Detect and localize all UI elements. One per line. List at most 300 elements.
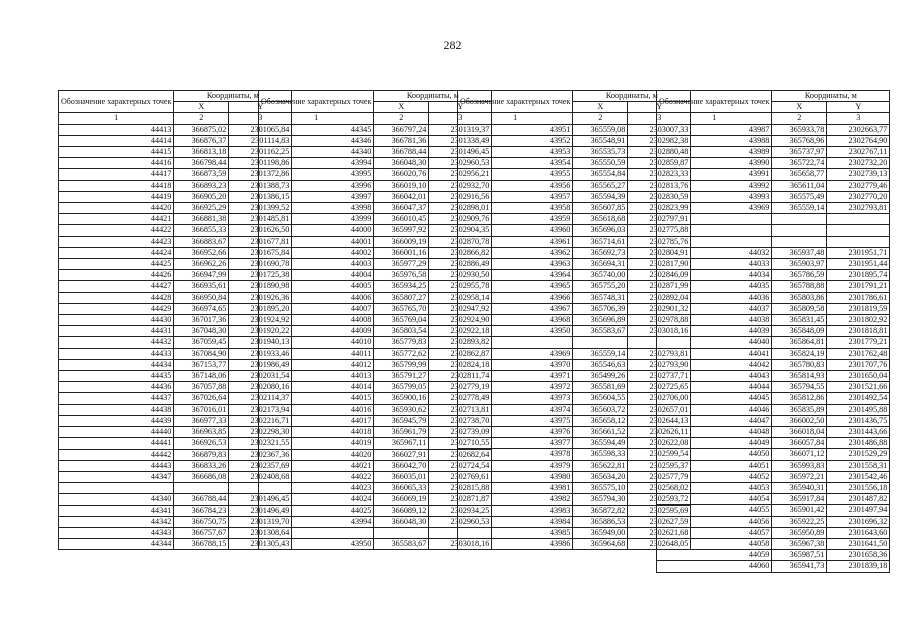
y-coordinate-cell: 2302770,20 [827, 191, 890, 202]
point-id-cell: 44442 [59, 449, 174, 460]
y-coordinate-cell: 2302898,01 [429, 203, 492, 214]
page-number: 282 [443, 38, 462, 52]
y-coordinate-cell: 2301725,38 [229, 270, 292, 281]
x-coordinate-cell: 365814,93 [772, 371, 827, 382]
y-coordinate-cell: 2301895,74 [827, 270, 890, 281]
table-row [59, 191, 292, 202]
point-id-cell: 43966 [458, 292, 573, 303]
point-id-cell: 43962 [458, 247, 573, 258]
point-id-cell: 44059 [657, 550, 772, 561]
y-coordinate-cell: 2301890,98 [229, 281, 292, 292]
point-id-cell: 44341 [59, 505, 174, 516]
point-id-cell: 43999 [259, 214, 374, 225]
x-coordinate-cell: 365692,73 [573, 247, 628, 258]
point-id-cell: 43980 [458, 471, 573, 482]
point-id-cell: 44009 [259, 326, 374, 337]
point-id-cell: 44415 [59, 147, 174, 158]
header-num-1: 1 [458, 113, 573, 124]
x-coordinate-cell: 365611,04 [772, 180, 827, 191]
point-id-cell: 43990 [657, 158, 772, 169]
y-coordinate-cell: 2302930,50 [429, 270, 492, 281]
point-id-cell: 43986 [458, 539, 573, 550]
y-coordinate-cell: 2302724,54 [429, 460, 492, 471]
point-id-cell: 44042 [657, 359, 772, 370]
y-coordinate-cell: 2301895,20 [229, 303, 292, 314]
table-row [657, 259, 890, 270]
y-coordinate-cell: 2302886,49 [429, 259, 492, 270]
y-coordinate-cell: 2301626,50 [229, 225, 292, 236]
point-id-cell: 44038 [657, 315, 772, 326]
point-id-cell: 44001 [259, 236, 374, 247]
y-coordinate-cell: 2302823,33 [628, 169, 691, 180]
x-coordinate-cell: 365900,16 [374, 393, 429, 404]
y-coordinate-cell: 2301933,46 [229, 348, 292, 359]
point-id-cell: 43968 [458, 315, 573, 326]
table-row [657, 527, 890, 538]
x-coordinate-cell: 366784,23 [174, 505, 229, 516]
y-coordinate-cell: 2302785,76 [628, 236, 691, 247]
x-coordinate-cell: 366876,37 [174, 135, 229, 146]
point-id-cell: 43998 [259, 203, 374, 214]
x-coordinate-cell: 365748,31 [573, 292, 628, 303]
point-id-cell: 44015 [259, 393, 374, 404]
y-coordinate-cell: 2302958,14 [429, 292, 492, 303]
table-row [59, 337, 292, 348]
y-coordinate-cell: 2302932,70 [429, 180, 492, 191]
y-coordinate-cell: 2301399,52 [229, 203, 292, 214]
x-coordinate-cell: 365917,84 [772, 494, 827, 505]
y-coordinate-cell: 2303007,33 [628, 124, 691, 135]
header-y: Y [229, 102, 292, 113]
y-coordinate-cell: 2302922,18 [429, 326, 492, 337]
x-coordinate-cell: 366069,19 [374, 494, 429, 505]
point-id-cell: 43957 [458, 191, 573, 202]
table-row [59, 539, 292, 550]
y-coordinate-cell: 2302804,91 [628, 247, 691, 258]
x-coordinate-cell: 365535,73 [573, 147, 628, 158]
header-num-2: 2 [374, 113, 429, 124]
y-coordinate-cell: 2302956,21 [429, 169, 492, 180]
point-id-cell: 44413 [59, 124, 174, 135]
y-coordinate-cell: 2302793,81 [827, 203, 890, 214]
y-coordinate-cell: 2301675,84 [229, 247, 292, 258]
x-coordinate-cell: 365977,29 [374, 259, 429, 270]
x-coordinate-cell: 366855,33 [174, 225, 229, 236]
x-coordinate-cell: 366788,44 [374, 147, 429, 158]
x-coordinate-cell: 365967,11 [374, 438, 429, 449]
table-row [59, 292, 292, 303]
table-row [657, 270, 890, 281]
table-row [657, 169, 890, 180]
y-coordinate-cell: 2302916,56 [429, 191, 492, 202]
point-id-cell: 44040 [657, 337, 772, 348]
header-y: Y [429, 102, 492, 113]
x-coordinate-cell: 365872,82 [573, 505, 628, 516]
y-coordinate-cell: 2301920,22 [229, 326, 292, 337]
y-coordinate-cell: 2301924,92 [229, 315, 292, 326]
x-coordinate-cell: 366926,53 [174, 438, 229, 449]
x-coordinate-cell: 365864,81 [772, 337, 827, 348]
point-id-cell: 44003 [259, 259, 374, 270]
x-coordinate-cell: 365740,00 [573, 270, 628, 281]
x-coordinate-cell: 365594,49 [573, 438, 628, 449]
x-coordinate-cell: 366027,91 [374, 449, 429, 460]
y-coordinate-cell: 2302321,55 [229, 438, 292, 449]
header-num-3: 3 [628, 113, 691, 124]
table-row [657, 225, 890, 236]
y-coordinate-cell [827, 236, 890, 247]
x-coordinate-cell: 365559,14 [772, 203, 827, 214]
point-id-cell: 43989 [657, 147, 772, 158]
table-row [657, 359, 890, 370]
y-coordinate-cell: 2302769,61 [429, 471, 492, 482]
table-row [59, 438, 292, 449]
point-id-cell: 44429 [59, 303, 174, 314]
y-coordinate-cell: 2302595,69 [628, 505, 691, 516]
point-id-cell: 44443 [59, 460, 174, 471]
y-coordinate-cell: 2303018,16 [429, 539, 492, 550]
table-row [59, 415, 292, 426]
x-coordinate-cell: 365824,19 [772, 348, 827, 359]
x-coordinate-cell: 366071,12 [772, 449, 827, 460]
table-row [657, 236, 890, 247]
x-coordinate-cell: 365622,81 [573, 460, 628, 471]
table-row [657, 382, 890, 393]
y-coordinate-cell: 2301162,25 [229, 147, 292, 158]
x-coordinate-cell: 366002,50 [772, 415, 827, 426]
point-id-cell: 44419 [59, 191, 174, 202]
y-coordinate-cell: 2302739,13 [827, 169, 890, 180]
x-coordinate-cell [772, 236, 827, 247]
point-id-cell [657, 214, 772, 225]
x-coordinate-cell: 366963,85 [174, 427, 229, 438]
y-coordinate-cell: 2302955,78 [429, 281, 492, 292]
point-id-cell: 44017 [259, 415, 374, 426]
y-coordinate-cell [827, 225, 890, 236]
y-coordinate-cell: 2302357,69 [229, 460, 292, 471]
table-row [59, 315, 292, 326]
point-id-cell: 44439 [59, 415, 174, 426]
y-coordinate-cell: 2301485,81 [229, 214, 292, 225]
point-id-cell: 43988 [657, 135, 772, 146]
y-coordinate-cell: 2301762,48 [827, 348, 890, 359]
y-coordinate-cell: 2302880,48 [628, 147, 691, 158]
x-coordinate-cell: 366883,67 [174, 236, 229, 247]
table-row [59, 460, 292, 471]
y-coordinate-cell: 2301319,37 [429, 124, 492, 135]
point-id-cell [458, 337, 573, 348]
y-coordinate-cell: 2302871,99 [628, 281, 691, 292]
x-coordinate-cell: 365967,38 [772, 539, 827, 550]
y-coordinate-cell [827, 214, 890, 225]
point-id-cell: 43955 [458, 169, 573, 180]
table-row [657, 483, 890, 494]
x-coordinate-cell: 365940,31 [772, 483, 827, 494]
header-x: X [772, 102, 827, 113]
point-id-cell: 44044 [657, 382, 772, 393]
point-id-cell: 44014 [259, 382, 374, 393]
x-coordinate-cell: 365607,85 [573, 203, 628, 214]
header-num-3: 3 [827, 113, 890, 124]
x-coordinate-cell [573, 337, 628, 348]
point-id-cell: 44434 [59, 359, 174, 370]
point-id-cell: 44060 [657, 561, 772, 572]
table-row [657, 124, 890, 135]
x-coordinate-cell: 365993,83 [772, 460, 827, 471]
table-row [59, 404, 292, 415]
point-id-cell: 43959 [458, 214, 573, 225]
x-coordinate-cell: 365886,53 [573, 516, 628, 527]
x-coordinate-cell: 365634,20 [573, 471, 628, 482]
coordinates-table-4 [656, 90, 890, 573]
y-coordinate-cell: 2302871,87 [429, 494, 492, 505]
point-id-cell: 44432 [59, 337, 174, 348]
x-coordinate-cell: 366057,84 [772, 438, 827, 449]
y-coordinate-cell: 2302408,68 [229, 471, 292, 482]
point-id-cell: 44012 [259, 359, 374, 370]
x-coordinate-cell: 367017,36 [174, 315, 229, 326]
table-row [59, 259, 292, 270]
header-coordinates: Координаты, м [573, 91, 691, 102]
y-coordinate-cell: 2302811,74 [429, 371, 492, 382]
table-row [59, 393, 292, 404]
y-coordinate-cell: 2301819,59 [827, 303, 890, 314]
table-row [657, 315, 890, 326]
point-id-cell: 44010 [259, 337, 374, 348]
point-id-cell: 44020 [259, 449, 374, 460]
x-coordinate-cell: 366757,67 [174, 527, 229, 538]
point-id-cell: 44422 [59, 225, 174, 236]
x-coordinate-cell: 365799,99 [374, 359, 429, 370]
x-coordinate-cell: 365546,63 [573, 359, 628, 370]
x-coordinate-cell: 366042,01 [374, 191, 429, 202]
point-id-cell: 44433 [59, 348, 174, 359]
x-coordinate-cell: 366788,44 [174, 494, 229, 505]
y-coordinate-cell: 2301802,92 [827, 315, 890, 326]
y-coordinate-cell: 2301486,88 [827, 438, 890, 449]
header-num-2: 2 [174, 113, 229, 124]
x-coordinate-cell: 366035,01 [374, 471, 429, 482]
table-row [657, 438, 890, 449]
table-row [59, 147, 292, 158]
point-id-cell: 43958 [458, 203, 573, 214]
point-id-cell: 44035 [657, 281, 772, 292]
x-coordinate-cell: 366935,61 [174, 281, 229, 292]
x-coordinate-cell: 367026,64 [174, 393, 229, 404]
y-coordinate-cell: 2302870,78 [429, 236, 492, 247]
x-coordinate-cell: 366798,44 [174, 158, 229, 169]
x-coordinate-cell: 365941,73 [772, 561, 827, 572]
point-id-cell: 44023 [259, 483, 374, 494]
x-coordinate-cell: 365594,39 [573, 191, 628, 202]
point-id-cell: 44032 [657, 247, 772, 258]
table-row [657, 158, 890, 169]
x-coordinate-cell [374, 527, 429, 538]
y-coordinate-cell: 2302779,19 [429, 382, 492, 393]
x-coordinate-cell: 365803,86 [772, 292, 827, 303]
y-coordinate-cell: 2301951,71 [827, 247, 890, 258]
x-coordinate-cell: 365658,12 [573, 415, 628, 426]
x-coordinate-cell: 365950,89 [772, 527, 827, 538]
table-row [59, 303, 292, 314]
x-coordinate-cell: 366009,19 [374, 236, 429, 247]
x-coordinate-cell: 365737,97 [772, 147, 827, 158]
point-id-cell: 44058 [657, 539, 772, 550]
x-coordinate-cell: 365706,39 [573, 303, 628, 314]
point-id-cell: 43971 [458, 371, 573, 382]
x-coordinate-cell: 366813,18 [174, 147, 229, 158]
point-id-cell: 44053 [657, 483, 772, 494]
point-id-cell: 44055 [657, 505, 772, 516]
x-coordinate-cell: 365848,09 [772, 326, 827, 337]
x-coordinate-cell: 365794,30 [573, 494, 628, 505]
point-id-cell: 43975 [458, 415, 573, 426]
y-coordinate-cell: 2302031,54 [229, 371, 292, 382]
y-coordinate-cell: 2302778,49 [429, 393, 492, 404]
x-coordinate-cell: 365976,58 [374, 270, 429, 281]
table-row [657, 303, 890, 314]
table-row [59, 348, 292, 359]
y-coordinate-cell: 2301496,45 [429, 147, 492, 158]
point-id-cell: 43956 [458, 180, 573, 191]
point-id-cell: 44424 [59, 247, 174, 258]
y-coordinate-cell: 2302622,08 [628, 438, 691, 449]
y-coordinate-cell: 2302793,81 [628, 348, 691, 359]
x-coordinate-cell: 365831,45 [772, 315, 827, 326]
table-row [59, 247, 292, 258]
y-coordinate-cell: 2301496,49 [229, 505, 292, 516]
table-row [657, 550, 890, 561]
point-id-cell: 43987 [657, 124, 772, 135]
y-coordinate-cell: 2301542,46 [827, 471, 890, 482]
point-id-cell: 44047 [657, 415, 772, 426]
point-id-cell: 43970 [458, 359, 573, 370]
table-row [59, 427, 292, 438]
y-coordinate-cell: 2302892,04 [628, 292, 691, 303]
x-coordinate-cell: 365786,59 [772, 270, 827, 281]
table-row [657, 281, 890, 292]
x-coordinate-cell: 367084,90 [174, 348, 229, 359]
table-row [59, 371, 292, 382]
point-id-cell: 43961 [458, 236, 573, 247]
x-coordinate-cell: 366750,75 [174, 516, 229, 527]
y-coordinate-cell: 2301529,29 [827, 449, 890, 460]
point-id-cell: 43976 [458, 427, 573, 438]
point-id-cell: 43981 [458, 483, 573, 494]
y-coordinate-cell: 2301556,18 [827, 483, 890, 494]
table-row [59, 382, 292, 393]
header-num-3: 3 [429, 113, 492, 124]
y-coordinate-cell: 2302627,59 [628, 516, 691, 527]
x-coordinate-cell: 366977,33 [174, 415, 229, 426]
table-row [657, 561, 890, 572]
point-id-cell: 44048 [657, 427, 772, 438]
x-coordinate-cell: 366010,45 [374, 214, 429, 225]
x-coordinate-cell: 365972,21 [772, 471, 827, 482]
x-coordinate-cell: 366905,20 [174, 191, 229, 202]
x-coordinate-cell: 365791,27 [374, 371, 429, 382]
x-coordinate-cell: 365559,08 [573, 124, 628, 135]
y-coordinate-cell: 2302593,72 [628, 494, 691, 505]
x-coordinate-cell: 366048,30 [374, 516, 429, 527]
y-coordinate-cell: 2301308,64 [229, 527, 292, 538]
point-id-cell: 44018 [259, 427, 374, 438]
point-id-cell: 44057 [657, 527, 772, 538]
x-coordinate-cell: 366875,02 [174, 124, 229, 135]
x-coordinate-cell: 365987,51 [772, 550, 827, 561]
header-coordinates: Координаты, м [772, 91, 890, 102]
point-id-cell: 43973 [458, 393, 573, 404]
table-row [657, 348, 890, 359]
table-row [59, 124, 292, 135]
header-num-1: 1 [657, 113, 772, 124]
y-coordinate-cell: 2302823,99 [628, 203, 691, 214]
y-coordinate-cell: 2302114,37 [229, 393, 292, 404]
point-id-cell: 43960 [458, 225, 573, 236]
x-coordinate-cell: 365499,26 [573, 371, 628, 382]
y-coordinate-cell: 2302830,59 [628, 191, 691, 202]
y-coordinate-cell: 2302901,32 [628, 303, 691, 314]
y-coordinate-cell: 2301198,86 [229, 158, 292, 169]
x-coordinate-cell: 365903,97 [772, 259, 827, 270]
y-coordinate-cell: 2302568,02 [628, 483, 691, 494]
y-coordinate-cell: 2302960,53 [429, 158, 492, 169]
y-coordinate-cell: 2302599,54 [628, 449, 691, 460]
point-id-cell: 43993 [657, 191, 772, 202]
point-id-cell: 44006 [259, 292, 374, 303]
x-coordinate-cell: 366925,29 [174, 203, 229, 214]
point-id-cell: 44002 [259, 247, 374, 258]
point-id-cell: 44437 [59, 393, 174, 404]
y-coordinate-cell: 2302924,90 [429, 315, 492, 326]
y-coordinate-cell: 2301338,49 [429, 135, 492, 146]
y-coordinate-cell: 2301386,15 [229, 191, 292, 202]
y-coordinate-cell: 2302644,13 [628, 415, 691, 426]
table-row [657, 180, 890, 191]
point-id-cell: 44430 [59, 315, 174, 326]
x-coordinate-cell [772, 214, 827, 225]
x-coordinate-cell: 365565,27 [573, 180, 628, 191]
y-coordinate-cell: 2302960,53 [429, 516, 492, 527]
point-id-cell: 44021 [259, 460, 374, 471]
table-row [657, 292, 890, 303]
point-id-cell: 44342 [59, 516, 174, 527]
point-id-cell: 44431 [59, 326, 174, 337]
point-id-cell: 44427 [59, 281, 174, 292]
table-row [657, 147, 890, 158]
y-coordinate-cell: 2302367,36 [229, 449, 292, 460]
table-row [59, 180, 292, 191]
y-coordinate-cell: 2302710,55 [429, 438, 492, 449]
y-coordinate-cell: 2301986,49 [229, 359, 292, 370]
header-y: Y [827, 102, 890, 113]
table-row [59, 516, 292, 527]
point-id-cell: 44049 [657, 438, 772, 449]
table-row [59, 158, 292, 169]
point-id-cell: 43974 [458, 404, 573, 415]
table-row [59, 281, 292, 292]
x-coordinate-cell: 366001,16 [374, 247, 429, 258]
table-row [59, 326, 292, 337]
x-coordinate-cell: 366018,04 [772, 427, 827, 438]
y-coordinate-cell: 2301677,81 [229, 236, 292, 247]
point-id-cell: 43964 [458, 270, 573, 281]
point-id-cell: 44045 [657, 393, 772, 404]
x-coordinate-cell: 365696,03 [573, 225, 628, 236]
y-coordinate-cell: 2302706,00 [628, 393, 691, 404]
y-coordinate-cell: 2302846,09 [628, 270, 691, 281]
point-id-cell: 44000 [259, 225, 374, 236]
